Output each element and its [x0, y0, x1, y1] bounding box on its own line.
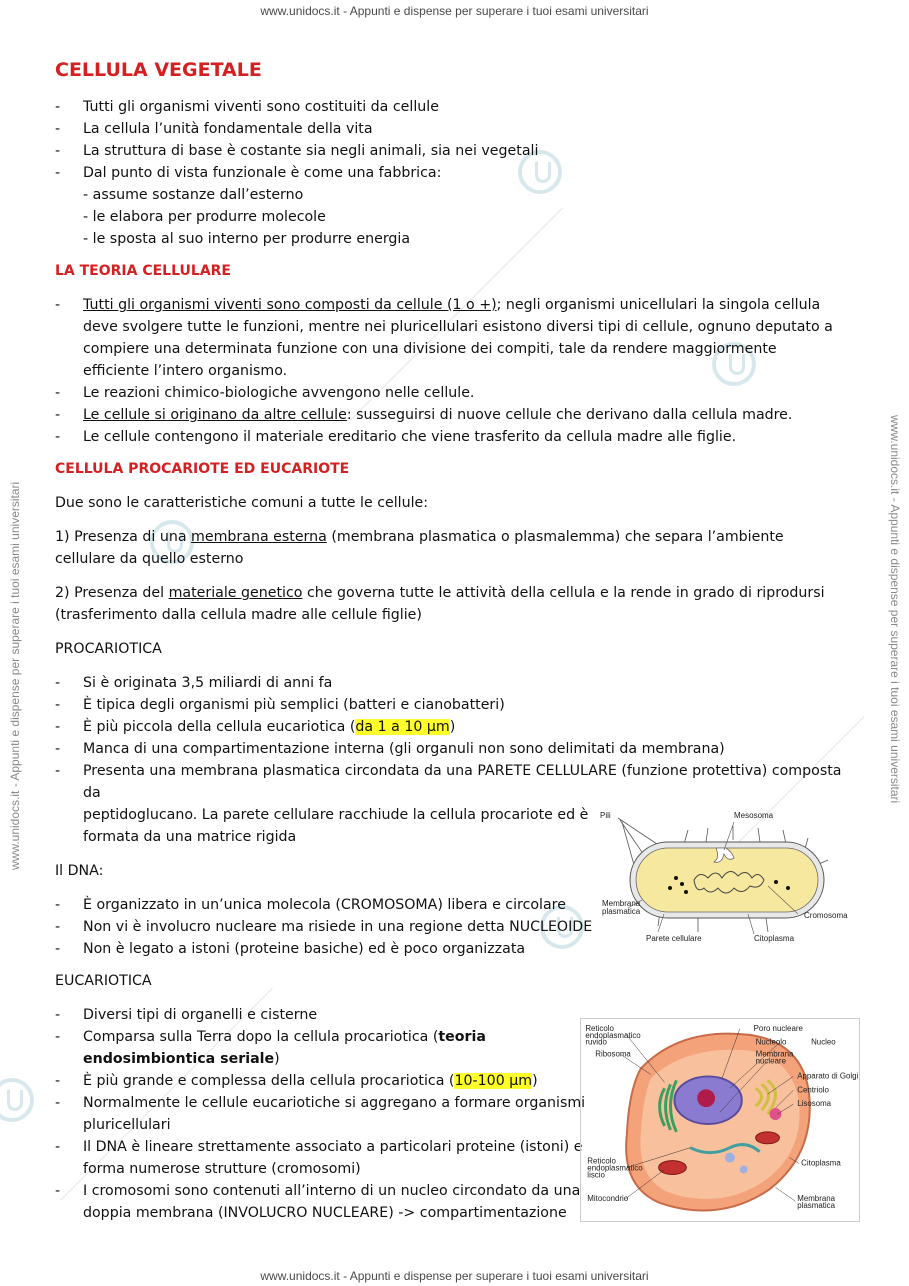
- watermark-bottom: www.unidocs.it - Appunti e dispense per superare i tuoi esami universitari: [260, 1269, 649, 1283]
- sub-item: - le elabora per produrre molecole: [83, 209, 326, 225]
- text: È più piccola della cellula eucariotica (: [83, 719, 356, 735]
- line: - Il DNA è lineare strettamente associato a particolari proteine (istoni) e: [83, 1139, 583, 1155]
- text: Comparsa sulla Terra dopo la cellula procariotica (: [83, 1029, 439, 1045]
- list-item: - Si è originata 3,5 miliardi di anni fa: [55, 672, 845, 694]
- label-poro: Poro nucleare: [753, 1023, 803, 1033]
- label-rer-2: endoplasmatico: [585, 1030, 641, 1040]
- line: - Presenta una membrana plasmatica circondata da una PARETE CELLULARE (funzione protettiva) composta da: [83, 763, 842, 801]
- watermark-right: www.unidocs.it - Appunti e dispense per superare i tuoi esami universitari: [888, 415, 902, 804]
- list-item-text: : susseguirsi di nuove cellule che derivano dalla cellula madre.: [346, 407, 793, 423]
- text: È più grande e complessa della cellula procariotica (: [83, 1073, 455, 1089]
- line: peptidoglucano. La parete cellulare racchiude la cellula procariote ed è: [83, 807, 589, 823]
- label-nucleo: Nucleo: [811, 1037, 836, 1047]
- intro-list: [55, 96, 845, 250]
- list-item-text: ; negli organismi unicellulari la singola cellula deve svolgere tutte le funzioni, mentre nei pluricellulari esistono diversi tipi di cellule, ognuno deputato a compiere una determinata funzione con una divisione dei compiti, tale da rendere maggiormente efficiente l’intero organismo.: [83, 297, 833, 379]
- paragraph: [55, 526, 845, 570]
- nucleolus: [697, 1089, 715, 1107]
- sub-item: - le sposta al suo interno per produrre energia: [83, 231, 411, 247]
- underlined-text: membrana esterna: [191, 529, 327, 545]
- list-item: - È organizzato in un’unica molecola (CROMOSOMA) libera e circolare: [55, 894, 845, 916]
- label-membrana-pl-2: plasmatica: [797, 1201, 836, 1211]
- label-rer-1: Reticolo: [585, 1023, 614, 1033]
- paragraph: Il DNA:: [55, 863, 104, 879]
- label-parete: Parete cellulare: [646, 934, 702, 943]
- label-membrana-nucl-2: nucleare: [755, 1056, 786, 1066]
- paragraph: [55, 582, 845, 626]
- underlined-text: Le cellule si originano da altre cellule: [83, 407, 347, 423]
- list-item: - Diversi tipi di organelli e cisterne: [55, 1004, 845, 1026]
- label-nucleolo: Nucleolo: [755, 1037, 787, 1047]
- text: ): [274, 1051, 280, 1067]
- text: (membrana plasmatica o plasmalemma) che separa l’ambiente cellulare da quello esterno: [55, 529, 784, 567]
- mitochondrion: [659, 1161, 687, 1175]
- teoria-list: [55, 294, 845, 448]
- section-heading-teoria: LA TEORIA CELLULARE: [55, 263, 231, 279]
- watermark-top: www.unidocs.it - Appunti e dispense per superare i tuoi esami universitari: [260, 4, 649, 18]
- list-item-text: Dal punto di vista funzionale è come una fabbrica:: [83, 165, 442, 181]
- list-item: - Le cellule contengono il materiale ereditario che viene trasferito da cellula madre alle figlie.: [55, 426, 845, 448]
- line: - Normalmente le cellule eucariotiche si aggregano a formare organismi: [83, 1095, 586, 1111]
- list-item: - Non è legato a istoni (proteine basiche) ed è poco organizzata: [55, 938, 845, 960]
- section-heading-eucariotica: EUCARIOTICA: [55, 973, 152, 989]
- list-item: - Le reazioni chimico-biologiche avvengono nelle cellule.: [55, 382, 845, 404]
- label-centriolo: Centriolo: [797, 1085, 829, 1095]
- list-item: - Manca di una compartimentazione interna (gli organuli non sono delimitati da membrana): [55, 738, 845, 760]
- line: forma numerose strutture (cromosomi): [83, 1161, 361, 1177]
- line: - I cromosomi sono contenuti all’interno di un nucleo circondato da una: [83, 1183, 581, 1199]
- label-citoplasma: Citoplasma: [801, 1158, 841, 1168]
- line: formata da una matrice rigida: [83, 829, 297, 845]
- section-heading-procariotica: PROCARIOTICA: [55, 641, 162, 657]
- bold-text: endosimbiontica seriale: [83, 1051, 275, 1067]
- list-item: - La struttura di base è costante sia negli animali, sia nei vegetali: [55, 140, 845, 162]
- label-membrana-1: Membrana: [602, 899, 641, 908]
- label-citoplasma: Citoplasma: [754, 934, 795, 943]
- label-ser-3: liscio: [587, 1170, 605, 1180]
- list-item: - Tutti gli organismi viventi sono costituiti da cellule: [55, 96, 845, 118]
- list-item: [55, 294, 845, 382]
- text: 2) Presenza del: [55, 585, 169, 601]
- label-mitocondrio: Mitocondrio: [587, 1194, 629, 1204]
- vesicle: [740, 1166, 748, 1174]
- ribosome-dot: [680, 882, 684, 886]
- list-item: - La cellula l’unità fondamentale della vita: [55, 118, 845, 140]
- watermark-left: www.unidocs.it - Appunti e dispense per superare i tuoi esami universitari: [8, 481, 22, 870]
- label-ser-1: Reticolo: [587, 1156, 616, 1166]
- label-cromosoma: Cromosoma: [804, 911, 848, 920]
- label-ribosoma: Ribosoma: [595, 1049, 631, 1059]
- ribosome-dot: [684, 890, 688, 894]
- text: ): [532, 1073, 538, 1089]
- lysosome: [770, 1108, 782, 1120]
- list-item: [55, 404, 845, 426]
- underlined-text: materiale genetico: [168, 585, 303, 601]
- watermark-logo-icon: [0, 1078, 34, 1122]
- prokaryote-cell-figure: [598, 808, 853, 946]
- label-membrana-2: plasmatica: [602, 907, 641, 916]
- label-pili: Pili: [600, 811, 611, 820]
- list-item: - È tipica degli organismi più semplici (batteri e cianobatteri): [55, 694, 845, 716]
- label-membrana-nucl-1: Membrana: [755, 1049, 794, 1059]
- list-item: - Non vi è involucro nucleare ma risiede in una regione detta NUCLEOIDE: [55, 916, 845, 938]
- text: ): [449, 719, 456, 735]
- section-heading-proc-euc: CELLULA PROCARIOTE ED EUCARIOTE: [55, 461, 350, 477]
- underlined-text: Tutti gli organismi viventi sono composti da cellule (1 o +): [83, 297, 497, 313]
- bold-text: teoria: [438, 1029, 486, 1045]
- label-lisosoma: Lisosoma: [797, 1099, 832, 1109]
- ribosome-dot: [786, 886, 790, 890]
- page-title: CELLULA VEGETALE: [55, 59, 262, 81]
- sub-item: - assume sostanze dall’esterno: [83, 187, 304, 203]
- ribosome-dot: [774, 880, 778, 884]
- text: che governa tutte le attività della cellula e la rende in grado di riprodursi (trasferimento dalla cellula madre alle cellule figlie): [55, 585, 825, 623]
- label-membrana-pl-1: Membrana: [797, 1194, 836, 1204]
- list-item: [55, 716, 845, 738]
- label-ser-2: endoplasmatico: [587, 1163, 643, 1173]
- ribosome-dot: [674, 876, 678, 880]
- eukaryote-cell-figure: [580, 1018, 860, 1222]
- highlighted-text: 10-100 µm: [454, 1073, 533, 1089]
- list-item: [55, 162, 845, 250]
- text: 1) Presenza di una: [55, 529, 192, 545]
- label-rer-3: ruvido: [585, 1037, 607, 1047]
- label-mesosoma: Mesosoma: [734, 811, 774, 820]
- highlighted-text: da 1 a 10 µm: [355, 719, 450, 735]
- line: doppia membrana (INVOLUCRO NUCLEARE) -> compartimentazione: [83, 1205, 567, 1221]
- ribosome-dot: [668, 886, 672, 890]
- vesicle: [725, 1153, 735, 1163]
- line: pluricellulari: [83, 1117, 171, 1133]
- label-golgi: Apparato di Golgi: [797, 1071, 859, 1081]
- paragraph: Due sono le caratteristiche comuni a tutte le cellule:: [55, 495, 429, 511]
- mitochondrion: [756, 1132, 780, 1144]
